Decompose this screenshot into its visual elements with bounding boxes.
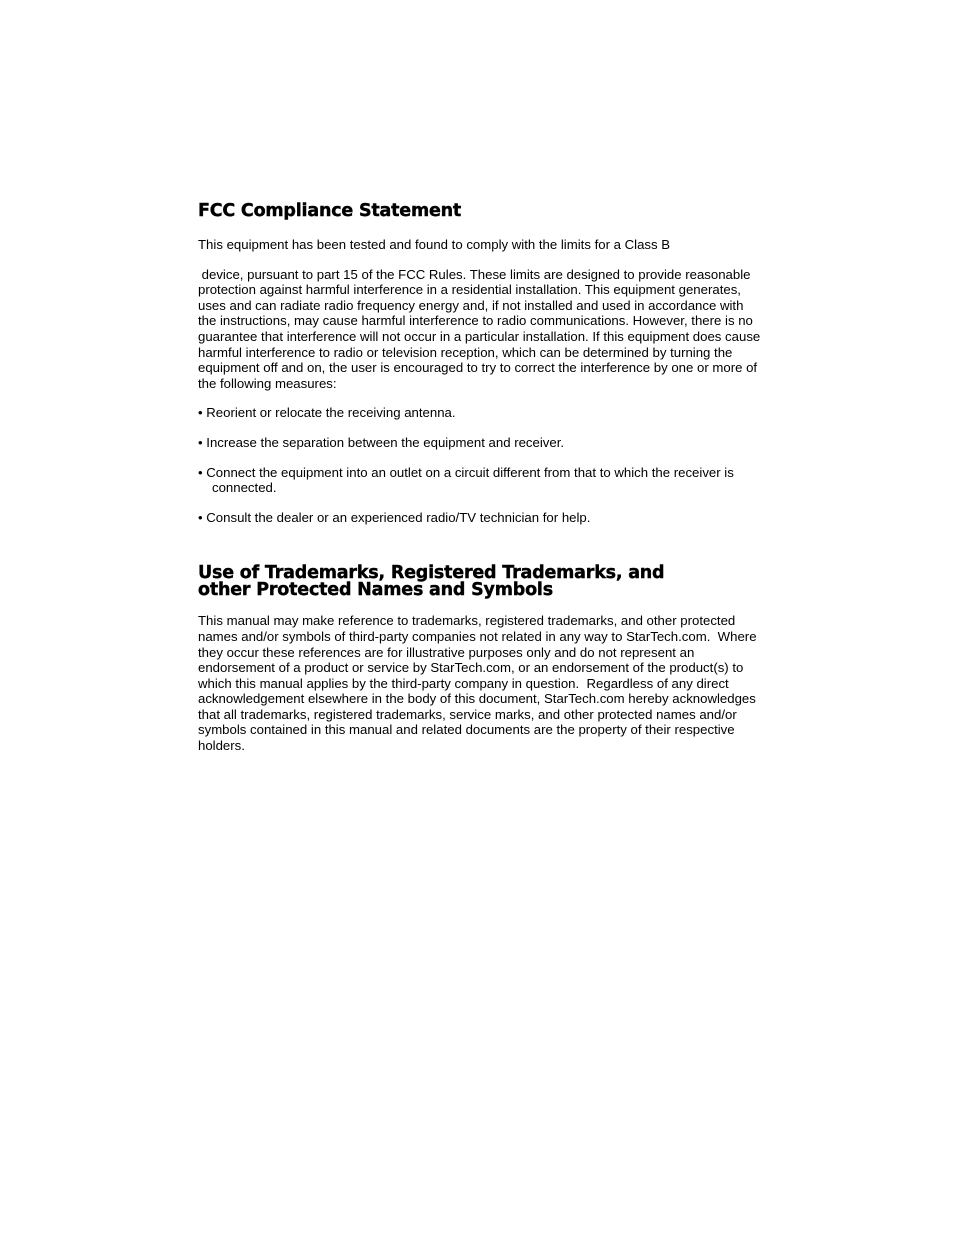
document-page: [198, 200, 763, 754]
list-item: • Increase the separation between the equipment and receiver.: [198, 434, 565, 450]
list-item: • Consult the dealer or an experienced radio/TV technician for help.: [198, 509, 591, 525]
trademarks-section: [198, 565, 763, 753]
trademarks-heading-line2: other Protected Names and Symbols: [198, 580, 553, 601]
fcc-body-paragraph: device, pursuant to part 15 of the FCC Rules. These limits are designed to provide reasonable protection against harmful interference in a residential installation. This equipment generates, uses and can radiate radio frequency energy and, if not installed and used in accordance with the instructions, may cause harmful interference to radio communications. However, there is no guarantee that interference will not occur in a particular installation. If this equipment does cause harmful interference to radio or television reception, which can be determined by turning the equipment off and on, the user is encouraged to try to correct the interference by one or more of the following measures:: [198, 266, 764, 391]
fcc-heading: FCC Compliance Statement: [198, 201, 462, 221]
trademarks-heading: [198, 565, 763, 599]
trademarks-heading-line1: Use of Trademarks, Registered Trademarks, and: [198, 563, 665, 584]
fcc-section: [198, 203, 763, 525]
list-item: • Reorient or relocate the receiving antenna.: [198, 405, 456, 421]
fcc-measures-list: [198, 405, 763, 525]
trademarks-body-paragraph: This manual may make reference to trademarks, registered trademarks, and other protected names and/or symbols of third-party companies not related in any way to StarTech.com. Where they occur these references are for illustrative purposes only and do not represent an endorsement of a product or service by StarTech.com, or an endorsement of the product(s) to which this manual applies by the third-party company in question. Regardless of any direct acknowledgement elsewhere in the body of this document, StarTech.com hereby acknowledges that all trademarks, registered trademarks, service marks, and other protected names and/or symbols contained in this manual and related documents are the property of their respective holders.: [198, 613, 761, 754]
fcc-intro-line: This equipment has been tested and found to comply with the limits for a Class B: [198, 237, 671, 252]
list-item: • Connect the equipment into an outlet on a circuit different from that to which the receiver is connected.: [198, 464, 734, 496]
